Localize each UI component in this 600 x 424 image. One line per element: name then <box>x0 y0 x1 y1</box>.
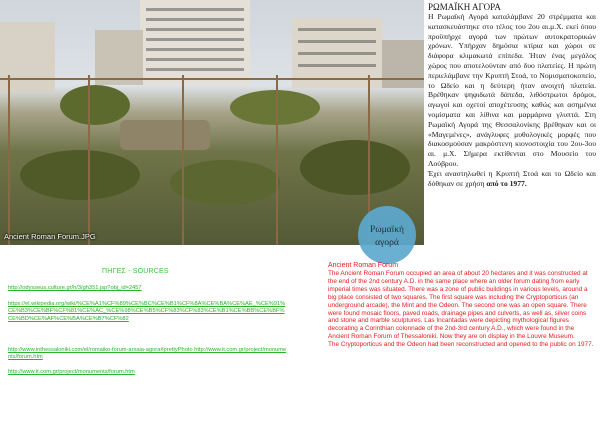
shrub <box>300 140 410 195</box>
roman-forum-circle-label <box>358 206 416 264</box>
building-center <box>140 0 250 85</box>
english-paragraph: The Ancient Roman Forum occupied an area of about 20 hectares and it was constructed at the end of the 2nd century A.D. in the same place where an older forum dating from early imperial times was situated. There was a zone of public buildings in various levels, around a big place consisted of two squares. The first square was including the Cryptoporticus (an underground arcade), the Mint and the Odeon. The second one was an open square. There were found mosaic floors, paved roads, drainage pipes and culverts, as well as, silver coins and stone and marble sculptures. Las Incantadas were depicting mythological figures decorating a Corinthian colonnade of the 2nd-3rd century A.D., which were found in the Ancient Roman Forum of Thessaloniki. Now they are on display in the Louvre Museum. <box>328 270 588 341</box>
source-link-odysseus[interactable]: http://odysseus.culture.gr/h/3/gh351.jsp?obj_id=2457 <box>8 285 142 291</box>
fence-rail <box>0 78 424 80</box>
building-far-right <box>382 40 424 88</box>
fence-post <box>182 75 184 245</box>
english-description <box>328 261 596 349</box>
fence-post <box>276 75 278 245</box>
greek-restoration-year: από το 1977. <box>486 178 527 188</box>
circle-label-line1: Ρωμαϊκή <box>370 225 404 235</box>
building-mid <box>95 30 143 85</box>
greek-title: ΡΩΜΑΪΚΗ ΑΓΟΡΑ <box>428 2 501 12</box>
sources-title: ΠΗΓΕΣ - SOURCES <box>102 268 169 275</box>
source-link-wikipedia[interactable]: https://el.wikipedia.org/wiki/%CE%A1%CF%89%CE%BC%CE%B1%CF%8A%CE%BA%CE%AE_%CE%91%CE%B3%CE%BF%CF%81%CE%AC_%CE%98%CE%B5%CF%83%CF%83%CE%B1%CE%BB%CE%BF%CE%BD%CE%AF%CE%BA%CE%B7%CF%82 <box>8 301 286 322</box>
english-closing: The Cryptoporticus and the Odeon had been reconstructed and opened to the public on 1977. <box>328 341 594 349</box>
shrub <box>170 160 280 205</box>
fence-post <box>88 75 90 245</box>
forum-photo <box>0 0 424 245</box>
fence-post <box>8 75 10 245</box>
shrub <box>60 85 130 125</box>
photo-caption: Ancient Roman Forum.JPG <box>4 232 96 241</box>
ruins <box>120 120 210 150</box>
circle-label-line2: αγορά <box>375 238 399 248</box>
source-link-itcom[interactable]: http://www.it.com.gr/project/monuments/forum.htm <box>8 369 135 375</box>
greek-paragraph: Η Ρωμαϊκή Αγορά καταλάμβανε 20 στρέμματα και κατασκευάστηκε στο τέλος του 2ου αι.μ.Χ. εκεί όπου προϋπήρχε αγορά των πρώτων αυτοκρατορικών χρόνων. Υπήρχαν δημόσια κτίρια και χώροι σε διάφορα κλιμακωτά επίπεδα. Ήταν ένας μεγάλος χώρος που αποτελούνταν από δυο πλατείες. Η πρώτη περιελάμβανε την Κρυπτή Στοά, το Νομισματοκοπείο, το Ωδείο και η δεύτερη ήταν ανοιχτή πλατεία. Βρέθηκαν ψηφιδωτά δάπεδα, λιθόστρωτοι δρόμοι, αγωγοί και οχετοί αποχέτευσης καθώς και ασημένια νομίσματα και λίθινα και μαρμάρινα γλυπτά. Στη Ρωμαϊκή Αγορά της Θεσσαλονίκης βρέθηκαν και οι «Μαγεμένες», ανάγλυφες μυθολογικές μορφές που διακοσμούσαν μακρόστενη κιονοστοιχία του 2ου-3ου αι. μ.Χ. Σήμερα εκτίθενται στο Μουσείο του Λούβρου. <box>428 12 596 168</box>
shrub <box>230 90 320 125</box>
greek-restoration-text: Έχει αναστηλωθεί η Κρυπτή Στοά και το Ωδείο και δόθηκαν σε χρήση <box>428 168 596 188</box>
english-title: Ancient Roman Forum <box>328 262 399 269</box>
greek-description <box>428 2 596 188</box>
greek-paragraph-restoration <box>428 169 596 189</box>
shrub <box>20 150 140 200</box>
source-link-inthessaloniki[interactable]: http://www.inthessaloniki.com/el/romaiko-forum-arxaia-agora#prettyPhoto http://www.it.com.gr/project/monuments/forum.htm <box>8 347 287 361</box>
